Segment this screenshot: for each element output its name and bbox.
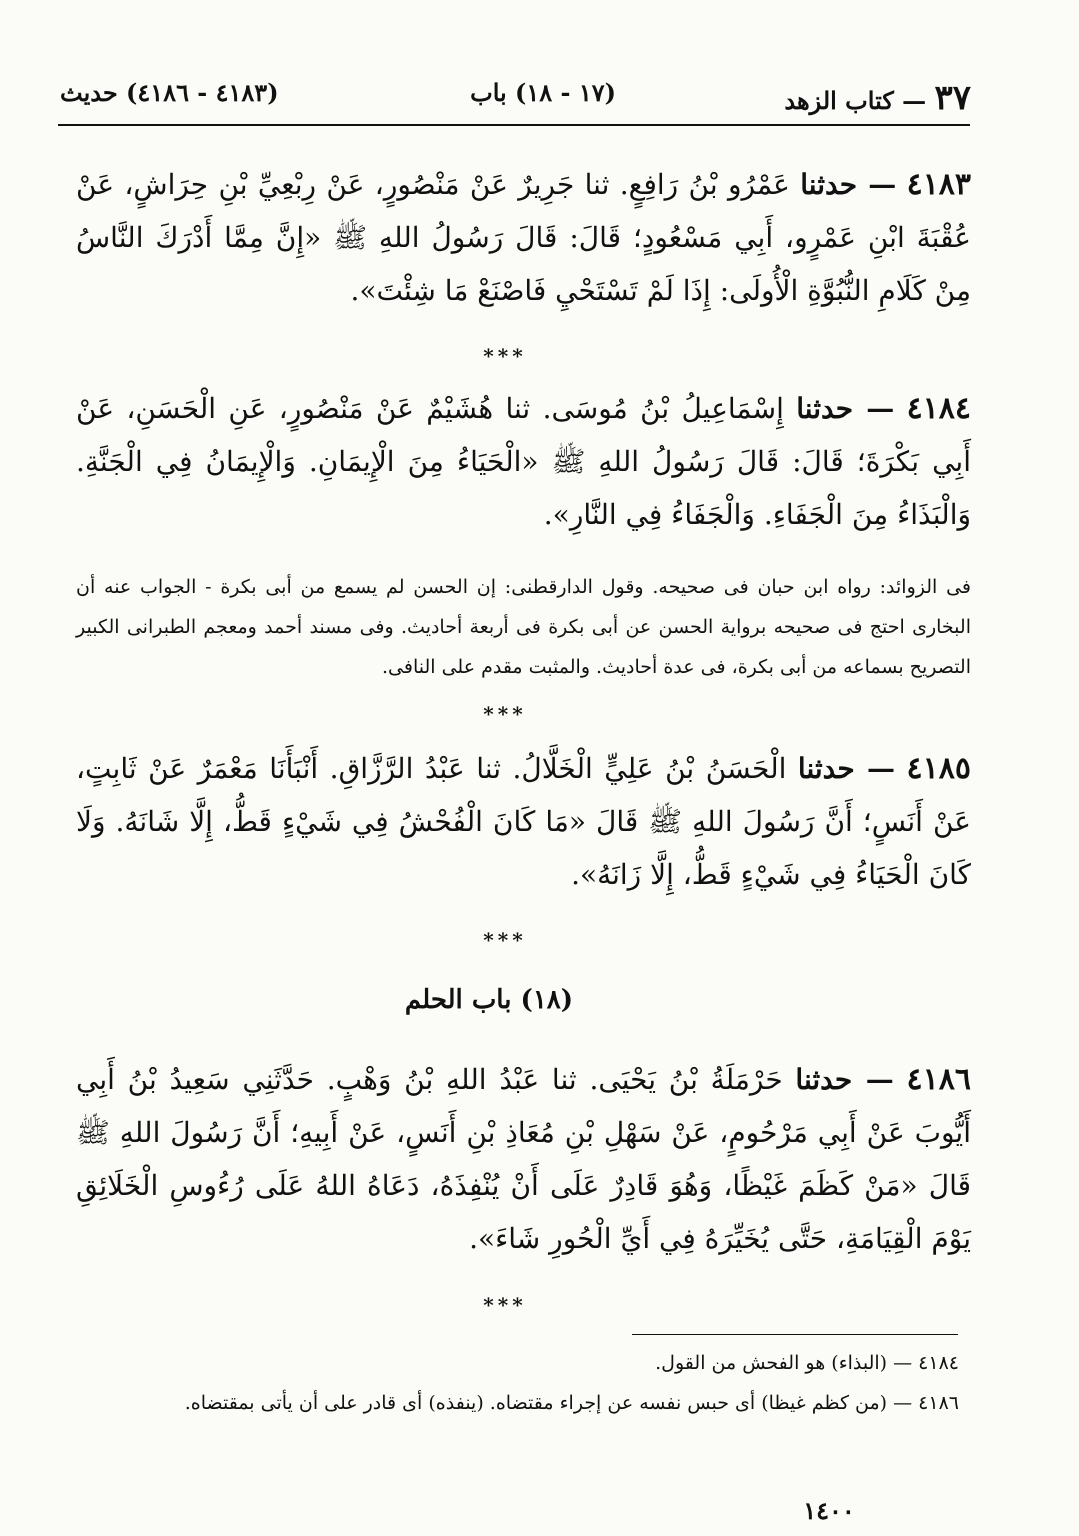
hadith-number: ٤١٨٣ (906, 167, 972, 202)
separator-stars: *** (483, 928, 527, 952)
hadith-number: ٤١٨٦ (906, 1062, 971, 1097)
chapter-heading: (١٨) باب الحلم (404, 985, 574, 1015)
hadith-text: الْحَسَنُ بْنُ عَلِيٍّ الْخَلَّالُ. ثنا عَبْدُ الرَّزَّاقِ. أَنْبَأَنَا مَعْمَرٌ عَنْ ثَابِتٍ، عَنْ أَنَسٍ؛ أَنَّ رَسُولَ اللهِ ﷺ قَالَ «مَا كَانَ الْفُحْشُ فِي شَيْءٍ قَطُّ، إِلَّا شَانَهُ. وَلَا كَانَ الْحَيَاءُ فِي شَيْءٍ قَطُّ، إِلَّا زَانَهُ». (76, 752, 971, 891)
running-header (60, 78, 971, 122)
separator-stars: *** (483, 702, 527, 726)
hadith-4185 (76, 742, 971, 901)
zawaid-note: فى الزوائد: رواه ابن حبان فى صحيحه. وقول الدارقطنى: إن الحسن لم يسمع من أبى بكرة - الجواب عنه أن البخارى احتج فى صحيحه برواية الحسن عن أبى بكرة فى أربعة أحاديث. وفى مسند أحمد ومعجم الطبرانى الكبير التصريح بسماعه من أبى بكرة، فى عدة أحاديث. والمثبت مقدم على النافى. (76, 576, 971, 678)
hadith-lead: — حدثنا (797, 752, 896, 785)
hadith-lead: — حدثنا (796, 392, 895, 425)
hadith-text: إِسْمَاعِيلُ بْنُ مُوسَى. ثنا هُشَيْمٌ عَنْ مَنْصُورٍ، عَنِ الْحَسَنِ، عَنْ أَبِي بَكْرَةَ؛ قَالَ: قَالَ رَسُولُ اللهِ ﷺ «الْحَيَاءُ مِنَ الْإِيمَانِ. وَالْإِيمَانُ فِي الْجَنَّةِ. وَالْبَذَاءُ مِنَ الْجَفَاءِ. وَالْجَفَاءُ فِي النَّارِ». (76, 392, 971, 531)
footnote-4186: ٤١٨٦ — (من كظم غيظا) أى حبس نفسه عن إجراء مقتضاه. (ينفذه) أى قادر على أن يأتى بمقتضاه. (184, 1392, 959, 1414)
separator-stars: *** (483, 1293, 527, 1317)
hadith-number: ٤١٨٥ (906, 751, 971, 786)
header-rule (58, 124, 970, 126)
header-hadith-range: (٤١٨٣ - ٤١٨٦) حديث (60, 78, 279, 107)
hadith-lead: — حدثنا (800, 168, 897, 201)
hadith-text: عَمْرُو بْنُ رَافِعٍ. ثنا جَرِيرٌ عَنْ مَنْصُورٍ، عَنْ رِبْعِيِّ بْنِ حِرَاشٍ، عَنْ عُقْبَةَ ابْنِ عَمْرٍو، أَبِي مَسْعُودٍ؛ قَالَ: قَالَ رَسُولُ اللهِ ﷺ «إِنَّ مِمَّا أَدْرَكَ النَّاسُ مِنْ كَلَامِ النُّبُوَّةِ الْأُولَى: إِذَا لَمْ تَسْتَحْيِ فَاصْنَعْ مَا شِئْتَ». (76, 168, 971, 307)
hadith-4183 (76, 158, 971, 317)
separator-stars: *** (483, 344, 527, 368)
header-page-number: ٣٧ (934, 78, 971, 118)
hadith-text: حَرْمَلَةُ بْنُ يَحْيَى. ثنا عَبْدُ اللهِ بْنُ وَهْبٍ. حَدَّثَنِي سَعِيدُ بْنُ أَبِي أَيُّوبَ عَنْ أَبِي مَرْحُومٍ، عَنْ سَهْلِ بْنِ مُعَاذِ بْنِ أَنَسٍ، عَنْ أَبِيهِ؛ أَنَّ رَسُولَ اللهِ ﷺ قَالَ «مَنْ كَظَمَ غَيْظًا، وَهُوَ قَادِرٌ عَلَى أَنْ يُنْفِذَهُ، دَعَاهُ اللهُ عَلَى رُءُوسِ الْخَلَائِقِ يَوْمَ الْقِيَامَةِ، حَتَّى يُخَيِّرَهُ فِي أَيِّ الْحُورِ شَاءَ». (76, 1063, 971, 1255)
hadith-4186 (76, 1053, 971, 1265)
hadith-lead: — حدثنا (795, 1063, 894, 1096)
footnote-4184: ٤١٨٤ — (البذاء) هو الفحش من القول. (655, 1352, 959, 1374)
hadith-number: ٤١٨٤ (906, 391, 972, 426)
header-book-title: — كتاب الزهد (784, 86, 927, 115)
header-chapter-range: (١٧ - ١٨) باب (470, 78, 616, 107)
header-page-title (784, 78, 971, 118)
footnote-rule (632, 1334, 958, 1335)
page-number: ١٤٠٠ (803, 1496, 855, 1525)
hadith-4184 (76, 382, 971, 541)
